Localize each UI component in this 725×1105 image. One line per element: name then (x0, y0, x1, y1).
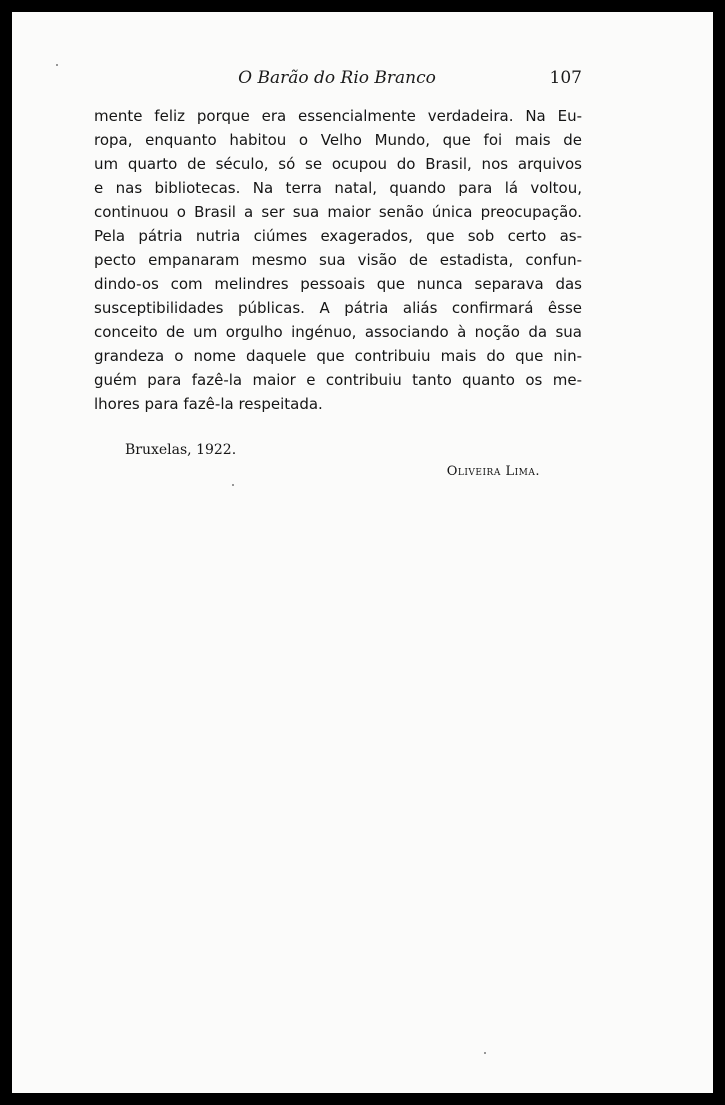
text-line: um quarto de século, só se ocupou do Brasil, nos arquivos (94, 155, 582, 173)
text-line: dindo-os com melindres pessoais que nunca separava das (94, 275, 582, 293)
text-line: conceito de um orgulho ingénuo, associando à noção da sua (94, 323, 582, 341)
book-page (12, 12, 713, 1093)
body-paragraph (94, 104, 582, 416)
paper-speck (232, 484, 234, 486)
running-head (92, 68, 582, 94)
page-number: 107 (549, 68, 582, 88)
text-line: mente feliz porque era essencialmente verdadeira. Na Eu- (94, 107, 582, 125)
text-line: lhores para fazê-la respeitada. (94, 395, 323, 413)
text-line: guém para fazê-la maior e contribuiu tanto quanto os me- (94, 371, 582, 389)
text-line: susceptibilidades públicas. A pátria aliás confirmará êsse (94, 299, 582, 317)
dateline: Bruxelas, 1922. (125, 442, 237, 458)
text-line: Pela pátria nutria ciúmes exagerados, que sob certo as- (94, 227, 582, 245)
text-line: pecto empanaram mesmo sua visão de estadista, confun- (94, 251, 582, 269)
text-line: grandeza o nome daquele que contribuiu mais do que nin- (94, 347, 582, 365)
text-line: continuou o Brasil a ser sua maior senão única preocupação. (94, 203, 582, 221)
text-line: e nas bibliotecas. Na terra natal, quando para lá voltou, (94, 179, 582, 197)
paper-speck (484, 1052, 486, 1054)
paper-speck (56, 64, 58, 66)
text-line: ropa, enquanto habitou o Velho Mundo, que foi mais de (94, 131, 582, 149)
author-signature: Oliveira Lima. (446, 464, 540, 479)
running-title: O Barão do Rio Branco (238, 68, 436, 88)
